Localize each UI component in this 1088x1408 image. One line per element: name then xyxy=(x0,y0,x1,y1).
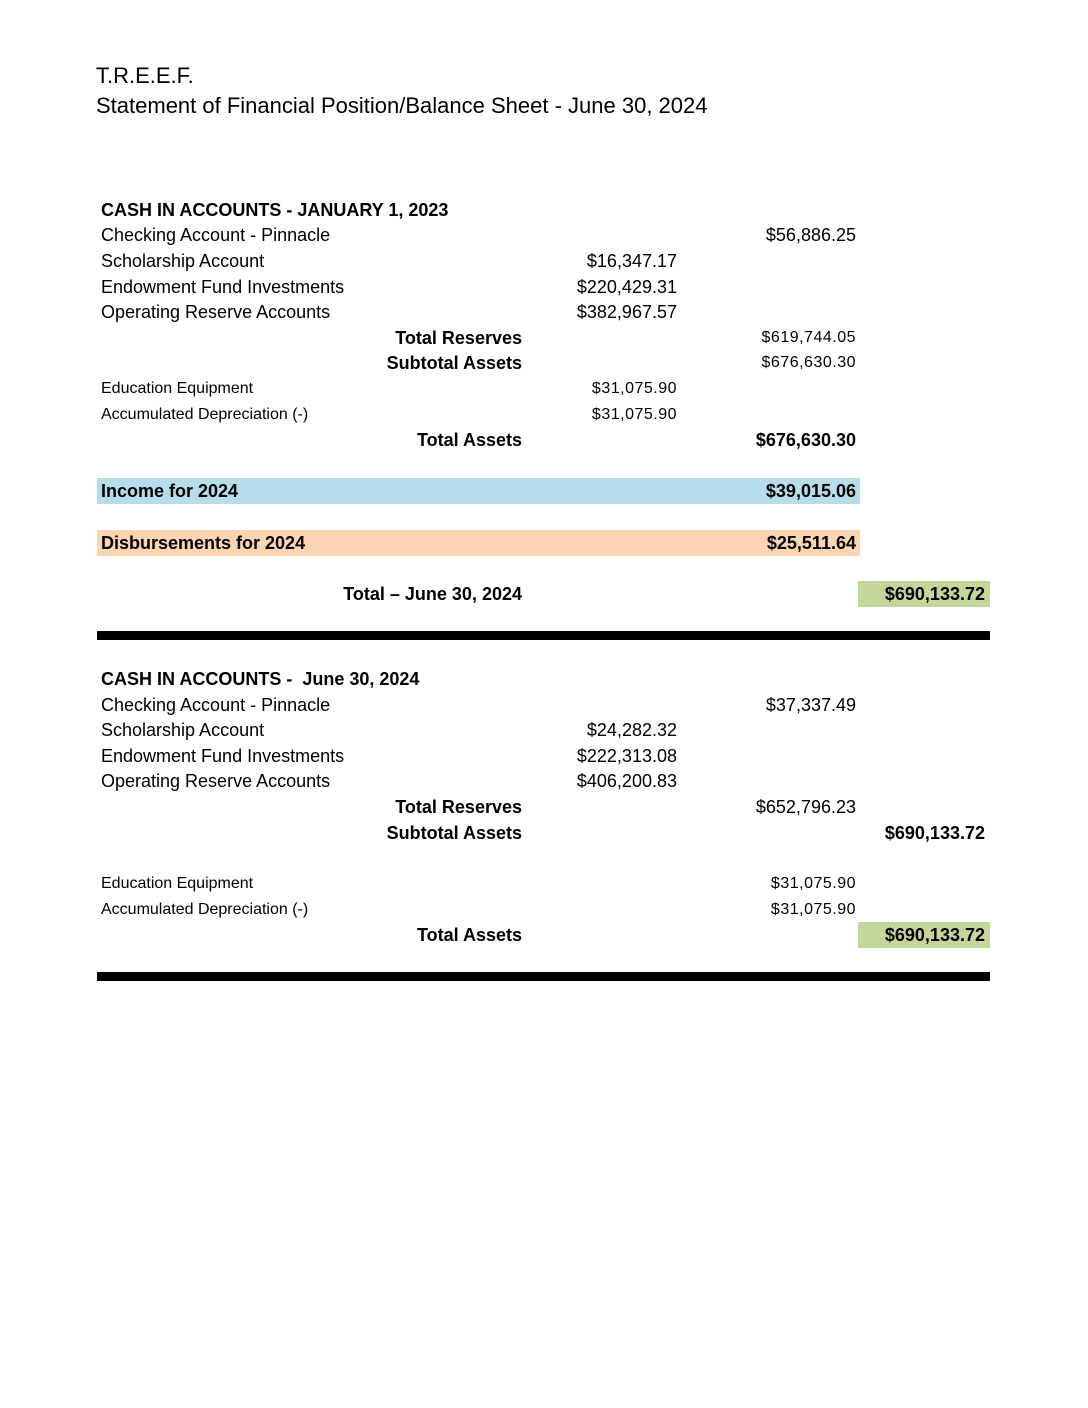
bottom-divider xyxy=(97,972,990,981)
checking-value: $37,337.49 xyxy=(765,695,856,715)
subtotal-assets-value: $676,630.30 xyxy=(761,354,856,371)
subtotal-assets-label: Subtotal Assets xyxy=(386,823,522,843)
total-assets-label: Total Assets xyxy=(416,925,522,945)
section2-operating-row xyxy=(97,768,990,794)
section1-total-assets-row xyxy=(97,427,990,453)
endowment-label: Endowment Fund Investments xyxy=(101,746,345,766)
section2-scholarship-row xyxy=(97,717,990,743)
depreciation-value: $31,075.90 xyxy=(591,406,677,423)
section1-operating-row xyxy=(97,299,990,325)
section2-heading-row xyxy=(97,666,990,692)
operating-value: $406,200.83 xyxy=(576,771,677,791)
section1-total-reserves-row xyxy=(97,325,990,351)
scholarship-label: Scholarship Account xyxy=(101,251,265,271)
equipment-label: Education Equipment xyxy=(101,875,254,892)
disbursements-label: Disbursements for 2024 xyxy=(101,533,306,553)
endowment-label: Endowment Fund Investments xyxy=(101,277,345,297)
operating-label: Operating Reserve Accounts xyxy=(101,771,331,791)
scholarship-value: $24,282.32 xyxy=(586,720,677,740)
section2-total-reserves-row xyxy=(97,794,990,820)
section2-subtotal-row xyxy=(97,820,990,846)
organization-name: T.R.E.E.F. xyxy=(96,63,194,88)
section1-heading: CASH IN ACCOUNTS - JANUARY 1, 2023 xyxy=(101,200,449,220)
total-assets-label: Total Assets xyxy=(416,430,522,450)
total-june-row xyxy=(97,581,990,607)
section1-checking-row xyxy=(97,222,990,248)
endowment-value: $222,313.08 xyxy=(576,746,677,766)
total-june-value: $690,133.72 xyxy=(884,584,985,604)
total-june-label: Total – June 30, 2024 xyxy=(343,584,522,604)
total-assets-value: $690,133.72 xyxy=(884,925,985,945)
scholarship-label: Scholarship Account xyxy=(101,720,265,740)
checking-value: $56,886.25 xyxy=(765,225,856,245)
section2-checking-row xyxy=(97,692,990,718)
scholarship-value: $16,347.17 xyxy=(586,251,677,271)
operating-label: Operating Reserve Accounts xyxy=(101,302,331,322)
total-reserves-value: $652,796.23 xyxy=(755,797,856,817)
section2-total-assets-row xyxy=(97,922,990,948)
checking-label: Checking Account - Pinnacle xyxy=(101,225,331,245)
disbursements-row xyxy=(97,530,990,556)
depreciation-value: $31,075.90 xyxy=(770,901,856,918)
income-label: Income for 2024 xyxy=(101,481,239,501)
equipment-value: $31,075.90 xyxy=(591,380,677,397)
section2-heading: CASH IN ACCOUNTS - June 30, 2024 xyxy=(101,669,420,689)
total-reserves-label: Total Reserves xyxy=(395,797,522,817)
section1-depreciation-row xyxy=(97,402,990,428)
section1-heading-row xyxy=(97,197,990,223)
income-value: $39,015.06 xyxy=(765,481,856,501)
depreciation-label: Accumulated Depreciation (-) xyxy=(101,406,309,423)
equipment-value: $31,075.90 xyxy=(770,875,856,892)
disbursements-value: $25,511.64 xyxy=(766,533,856,553)
total-reserves-value: $619,744.05 xyxy=(761,329,856,346)
endowment-value: $220,429.31 xyxy=(576,277,677,297)
depreciation-label: Accumulated Depreciation (-) xyxy=(101,901,309,918)
statement-title: Statement of Financial Position/Balance Sheet - June 30, 2024 xyxy=(96,93,708,118)
section-divider xyxy=(97,631,990,640)
section2-equipment-row xyxy=(97,871,990,897)
section2-endowment-row xyxy=(97,743,990,769)
operating-value: $382,967.57 xyxy=(576,302,677,322)
total-reserves-label: Total Reserves xyxy=(395,328,522,348)
checking-label: Checking Account - Pinnacle xyxy=(101,695,331,715)
equipment-label: Education Equipment xyxy=(101,380,254,397)
subtotal-assets-value: $690,133.72 xyxy=(884,823,985,843)
subtotal-assets-label: Subtotal Assets xyxy=(386,353,522,373)
income-row xyxy=(97,478,990,504)
section1-equipment-row xyxy=(97,376,990,402)
total-assets-value: $676,630.30 xyxy=(755,430,856,450)
section1-subtotal-row xyxy=(97,350,990,376)
section1-endowment-row xyxy=(97,274,990,300)
section2-depreciation-row xyxy=(97,897,990,923)
section1-scholarship-row xyxy=(97,248,990,274)
